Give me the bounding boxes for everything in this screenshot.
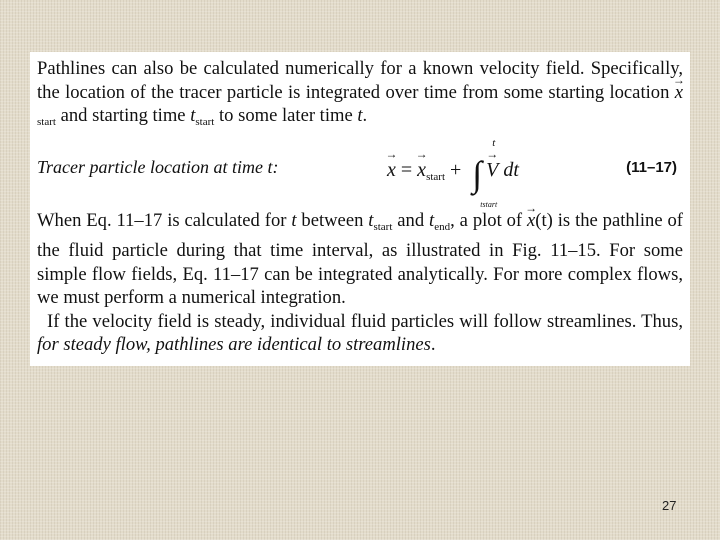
subscript-start: start bbox=[426, 170, 446, 183]
equation-body bbox=[387, 136, 519, 209]
variable-t: t bbox=[190, 105, 196, 126]
subscript-end: end bbox=[434, 220, 451, 233]
equation-label: Tracer particle location at time t: bbox=[37, 156, 279, 177]
subscript-start: start bbox=[373, 220, 393, 233]
text-run: between bbox=[296, 209, 369, 231]
variable-t: t bbox=[368, 209, 374, 231]
subscript-start: start bbox=[37, 116, 56, 128]
paragraph-pathlines-intro bbox=[37, 57, 683, 135]
text-run: , a plot of bbox=[450, 209, 528, 231]
variable-t: t bbox=[429, 209, 435, 231]
plus-sign: + bbox=[445, 158, 467, 181]
vector-x: → x bbox=[527, 209, 535, 233]
text-run: to some later time bbox=[214, 105, 358, 126]
text-run: . bbox=[362, 105, 368, 126]
vector-x-start: → x bbox=[417, 159, 426, 182]
slide-page-number: 27 bbox=[662, 498, 677, 513]
variable-t: t bbox=[357, 105, 363, 126]
equation-number: (11–17) bbox=[626, 158, 677, 176]
paragraph-eq-explanation bbox=[37, 209, 683, 310]
integral-upper-limit: t bbox=[492, 136, 496, 149]
vector-v: → V bbox=[486, 159, 498, 182]
subscript-start: start bbox=[195, 116, 215, 128]
text-run: If the velocity field is steady, individual fluid particles will follow streamlines. Thus, bbox=[47, 310, 683, 332]
vector-x: → x bbox=[387, 159, 396, 182]
text-run: and starting time bbox=[55, 105, 191, 126]
text-run: (t) bbox=[535, 209, 553, 231]
equals-sign: = bbox=[395, 158, 418, 181]
variable-t: t bbox=[291, 209, 297, 231]
text-run: and bbox=[392, 209, 430, 231]
textbook-excerpt bbox=[30, 52, 690, 366]
text-run: When Eq. 11–17 is calculated for bbox=[37, 209, 292, 231]
text-run: Pathlines can also be calculated numerically for a known velocity field. Specifically, the location of the tracer particle is integrated over time from some starting location bbox=[37, 58, 683, 103]
paragraph-steady-flow bbox=[37, 310, 683, 357]
differential-dt: dt bbox=[498, 158, 519, 181]
text-run: is the pathline of the fluid particle during that time interval, as illustrated in Fig. 11–15. For some simple flow fields, Eq. 11–17 can be integrated analytically. For more complex flows, we must perform a numerical integration. bbox=[37, 209, 683, 308]
integral-lower-limit: tstart bbox=[480, 199, 498, 209]
text-run: . bbox=[430, 334, 436, 355]
italic-emphasis: for steady flow, pathlines are identical to streamlines bbox=[37, 334, 431, 355]
vector-x: → x bbox=[675, 81, 683, 105]
equation-11-17 bbox=[37, 136, 683, 209]
integral-sign: ∫ t tstart bbox=[472, 136, 498, 209]
